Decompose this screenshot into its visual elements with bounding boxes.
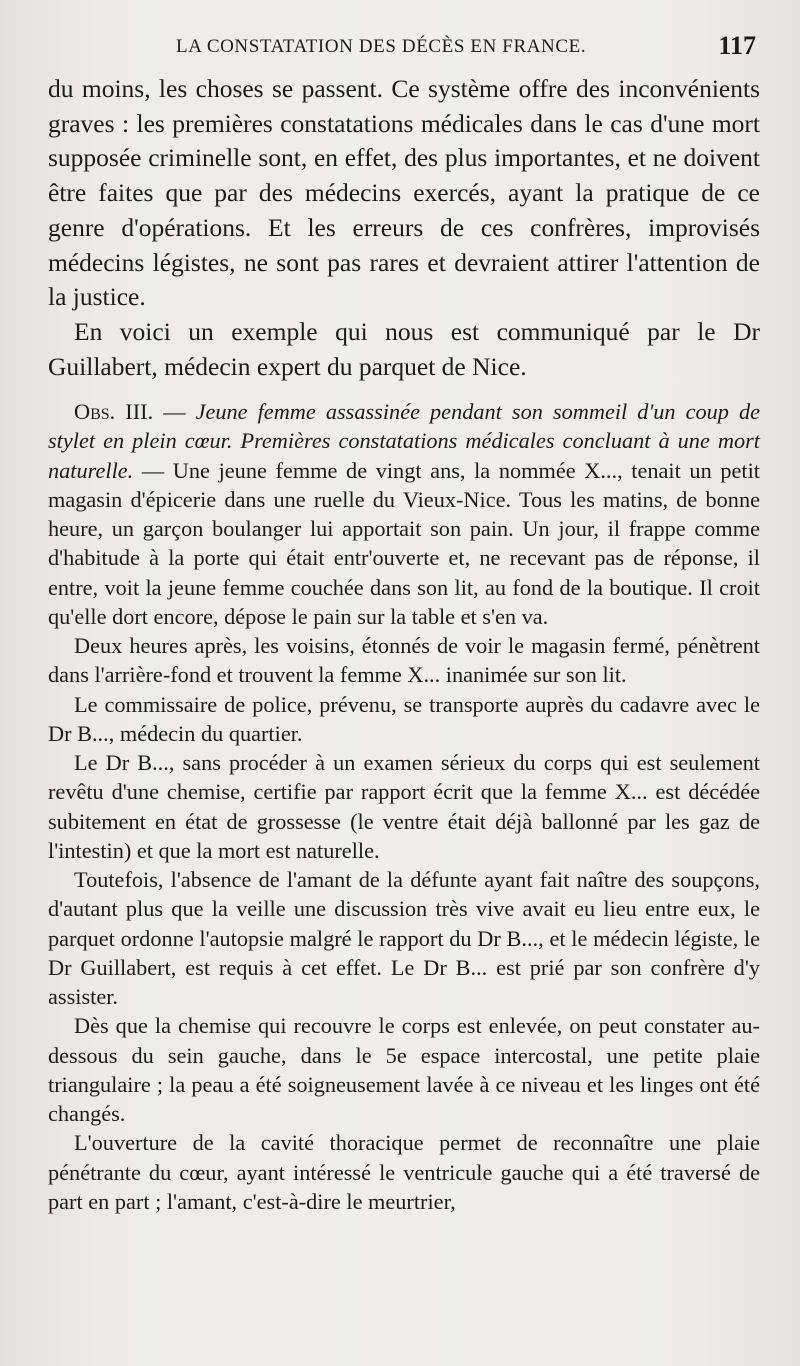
paragraph-autopsy-order: Toutefois, l'absence de l'amant de la défunte ayant fait naître des soupçons, d'autant plus que la veille une discussion très vive avait eu lieu entre eux, le parquet ordonne l'autopsie malgré le rapport du Dr B..., et le médecin légiste, le Dr Guillabert, est requis à cet effet. Le Dr B... est prié par son confrère d'y assister. bbox=[48, 867, 760, 1009]
running-title: LA CONSTATATION DES DÉCÈS EN FRANCE. bbox=[176, 36, 587, 57]
observation-label: Obs. III. bbox=[74, 399, 154, 424]
paragraph-commissioner: Le commissaire de police, prévenu, se transporte auprès du cadavre avec le Dr B..., médecin du quartier. bbox=[48, 691, 760, 746]
observation-paragraph bbox=[48, 397, 760, 631]
running-head bbox=[48, 32, 760, 62]
observation-text: — Une jeune femme de vingt ans, la nommée X..., tenait un petit magasin d'épicerie dans une ruelle du Vieux-Nice. Tous les matins, de bonne heure, un garçon boulanger lui apportait son pain. Un jour, il frappe comme d'habitude à la porte qui était entr'ouverte et, ne recevant pas de réponse, il entre, voit la jeune femme couchée dans son lit, au fond de la boutique. Il croit qu'elle dort encore, dépose le pain sur la table et s'en va. bbox=[48, 457, 760, 629]
observation-title: Jeune femme assassinée pendant son sommeil d'un coup de stylet en plein cœur. Premières constatations médicales concluant à une mort naturelle. bbox=[48, 399, 761, 483]
paragraph-example-intro: En voici un exemple qui nous est communiqué par le Dr Guillabert, médecin expert du parquet de Nice. bbox=[48, 316, 760, 381]
paragraph-continuation: du moins, les choses se passent. Ce système offre des inconvénients graves : les premières constatations médicales dans le cas d'une mort supposée criminelle sont, en effet, des plus importantes, et ne doivent être faites que par des médecins exercés, ayant la pratique de ce genre d'opérations. Et les erreurs de ces confrères, improvisés médecins légistes, ne sont pas rares et devraient attirer l'attention de la justice. bbox=[48, 74, 760, 312]
paragraph-thoracic-opening: L'ouverture de la cavité thoracique permet de reconnaître une plaie pénétrante du cœur, ayant intéressé le ventricule gauche qui a été traversé de part en part ; l'amant, c'est-à-dire le meurtrier, bbox=[48, 1130, 760, 1214]
observation-block bbox=[48, 397, 760, 1216]
main-text-block bbox=[48, 72, 760, 384]
paragraph-doctor-b: Le Dr B..., sans procéder à un examen sérieux du corps qui est seulement revêtu d'une chemise, certifie par rapport écrit que la femme X... est décédée subitement en état de grossesse (le ventre était déjà ballonné par les gaz de l'intestin) et que la mort est naturelle. bbox=[48, 750, 760, 863]
paragraph-neighbors: Deux heures après, les voisins, étonnés de voir le magasin fermé, pénètrent dans l'arrière-fond et trouvent la femme X... inanimée sur son lit. bbox=[48, 633, 760, 688]
page-number: 117 bbox=[718, 31, 756, 60]
paragraph-wound: Dès que la chemise qui recouvre le corps est enlevée, on peut constater au-dessous du sein gauche, dans le 5e espace intercostal, une petite plaie triangulaire ; la peau a été soigneusement lavée à ce niveau et les linges ont été changés. bbox=[48, 1013, 760, 1126]
observation-dash: — bbox=[153, 399, 196, 424]
